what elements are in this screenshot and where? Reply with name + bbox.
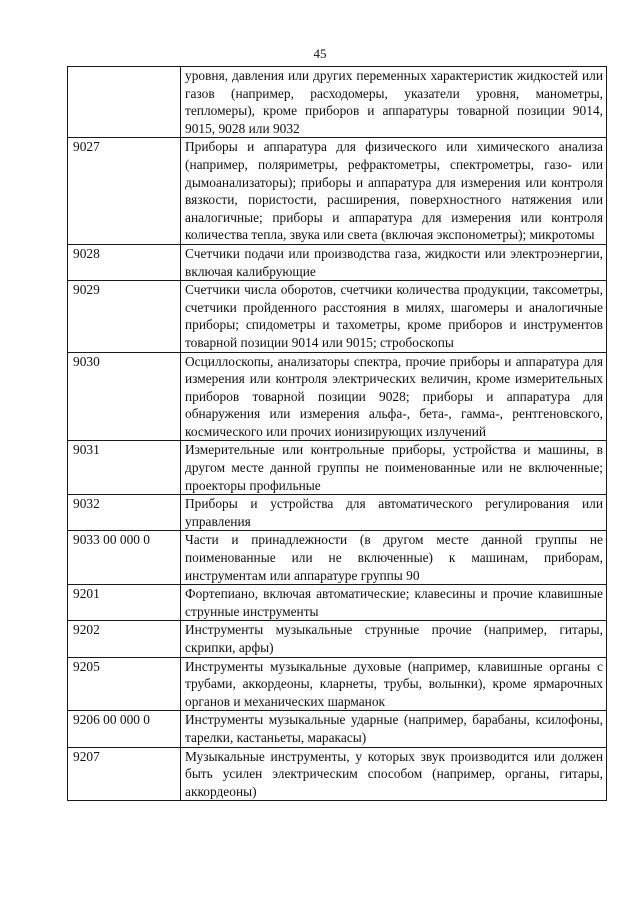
description-cell: Счетчики числа оборотов, счетчики количества продукции, таксометры, счетчики пройденного расстояния в милях, шагомеры и аналогичные приборы; спидометры и тахометры, кроме приборов и инструментов товарной позиции 9014 или 9015; стробоскопы [181,281,607,352]
table-row [68,138,607,245]
table-row [68,495,607,531]
code-cell: 9206 00 000 0 [68,711,181,747]
table-row [68,352,607,441]
code-cell: 9031 [68,441,181,495]
code-cell: 9033 00 000 0 [68,531,181,585]
description-cell: Приборы и устройства для автоматического регулирования или управления [181,495,607,531]
page-number: 45 [313,46,327,61]
table-row [68,621,607,657]
code-cell: 9030 [68,352,181,441]
code-cell: 9202 [68,621,181,657]
code-cell: 9032 [68,495,181,531]
table-row [68,67,607,138]
description-cell: уровня, давления или других переменных характеристик жидкостей или газов (например, расходомеры, указатели уровня, манометры, тепломеры), кроме приборов и аппаратуры товарной позиции 9014, 9015, 9028 или 9032 [181,67,607,138]
description-cell: Приборы и аппаратура для физического или химического анализа (например, поляриметры, рефрактометры, спектрометры, газо- или дымоанализаторы); приборы и аппаратура для измерения или контроля вязкости, пористости, расширения, поверхностного натяжения или аналогичные; приборы и аппаратура для измерения или контроля количества тепла, звука или света (включая экспонометры); микротомы [181,138,607,245]
description-cell: Инструменты музыкальные струнные прочие (например, гитары, скрипки, арфы) [181,621,607,657]
code-cell: 9027 [68,138,181,245]
description-cell: Музыкальные инструменты, у которых звук производится или должен быть усилен электрическим способом (например, органы, гитары, аккордеоны) [181,747,607,801]
table-row [68,657,607,711]
table-row [68,244,607,280]
code-cell: 9201 [68,585,181,621]
table-row [68,711,607,747]
description-cell: Части и принадлежности (в другом месте данной группы не поименованные или не включенные) к машинам, приборам, инструментам или аппаратуре группы 90 [181,531,607,585]
code-cell: 9205 [68,657,181,711]
commodity-code-table [67,66,607,801]
code-cell [68,67,181,138]
description-cell: Инструменты музыкальные духовые (например, клавишные органы с трубами, аккордеоны, кларнеты, трубы, волынки), кроме ярмарочных органов и механических шарманок [181,657,607,711]
table-row [68,281,607,352]
table-row [68,747,607,801]
description-cell: Инструменты музыкальные ударные (например, барабаны, ксилофоны, тарелки, кастаньеты, маракасы) [181,711,607,747]
description-cell: Фортепиано, включая автоматические; клавесины и прочие клавишные струнные инструменты [181,585,607,621]
code-cell: 9028 [68,244,181,280]
table-row [68,585,607,621]
table-body [68,67,607,801]
code-cell: 9207 [68,747,181,801]
description-cell: Счетчики подачи или производства газа, жидкости или электроэнергии, включая калибрующие [181,244,607,280]
table-row [68,531,607,585]
table-row [68,441,607,495]
description-cell: Осциллоскопы, анализаторы спектра, прочие приборы и аппаратура для измерения или контроля электрических величин, кроме измерительных приборов товарной позиции 9028; приборы и аппаратура для обнаружения или измерения альфа-, бета-, гамма-, рентгеновского, космического или прочих ионизирующих излучений [181,352,607,441]
description-cell: Измерительные или контрольные приборы, устройства и машины, в другом месте данной группы не поименованные или не включенные; проекторы профильные [181,441,607,495]
code-cell: 9029 [68,281,181,352]
